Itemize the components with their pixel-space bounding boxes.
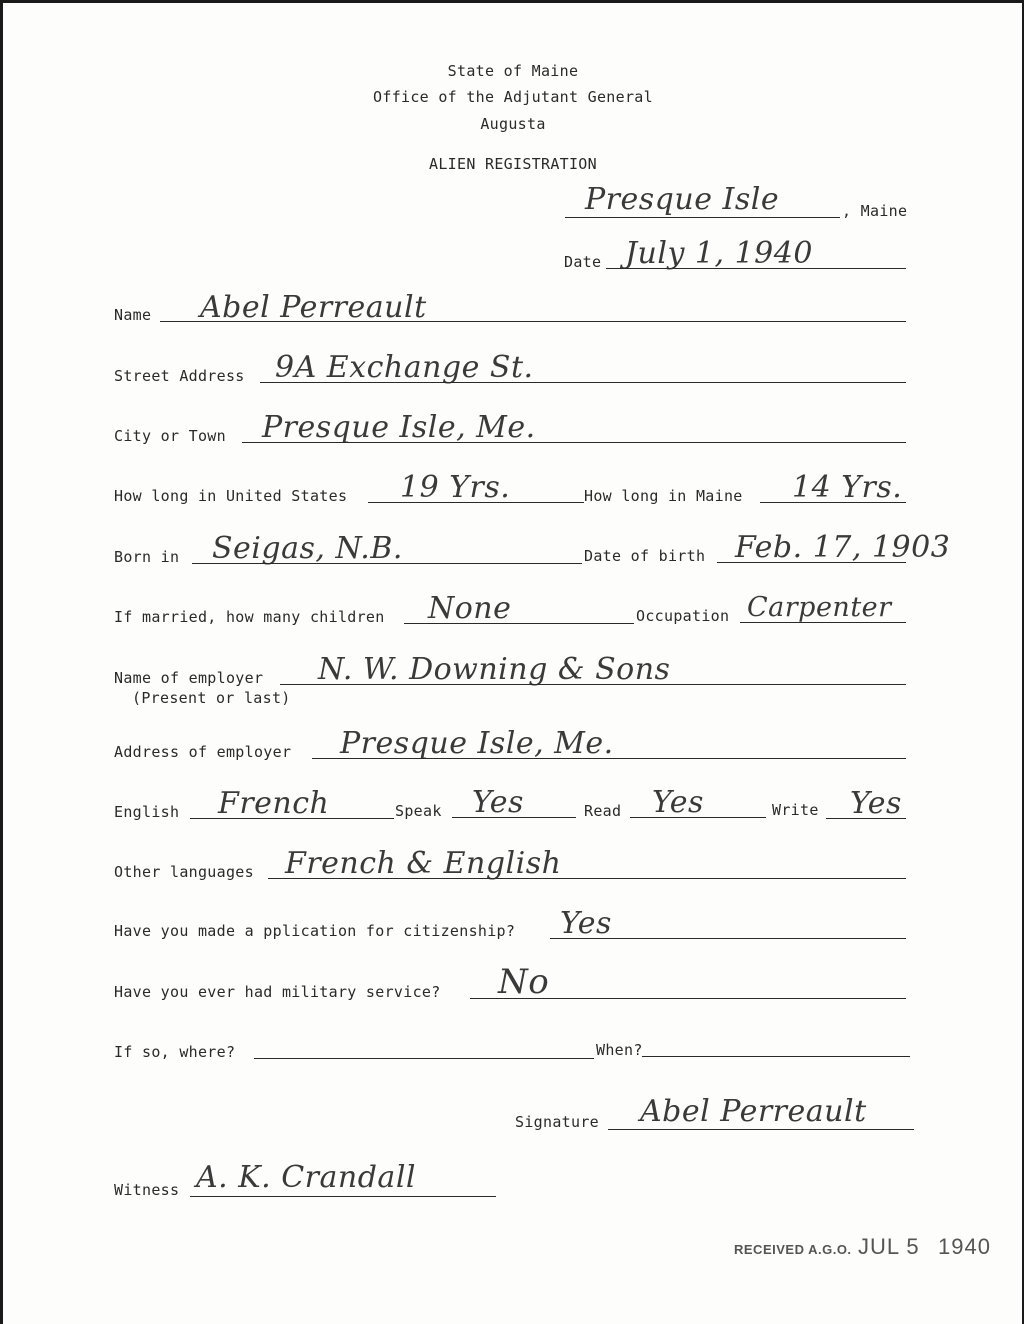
place-line bbox=[565, 217, 840, 218]
read-label: Read bbox=[584, 802, 622, 820]
dob-line bbox=[717, 562, 906, 563]
place-suffix: , Maine bbox=[842, 202, 908, 220]
born-label: Born in bbox=[114, 548, 180, 566]
name-line bbox=[160, 321, 906, 322]
citizenship-line bbox=[550, 938, 906, 939]
english-line bbox=[190, 818, 394, 819]
received-stamp-date: JUL 5 bbox=[858, 1234, 920, 1259]
when-line bbox=[642, 1056, 910, 1057]
employer-value: N. W. Downing & Sons bbox=[318, 652, 671, 687]
occupation-label: Occupation bbox=[636, 607, 730, 625]
us-years-value: 19 Yrs. bbox=[400, 470, 511, 505]
place-value: Presque Isle bbox=[585, 182, 780, 217]
scan-border-left bbox=[0, 0, 3, 1324]
signature-label: Signature bbox=[515, 1113, 599, 1131]
street-line bbox=[260, 382, 906, 383]
write-value: Yes bbox=[850, 786, 902, 821]
date-value: July 1, 1940 bbox=[625, 236, 813, 271]
signature-value: Abel Perreault bbox=[640, 1094, 867, 1129]
witness-value: A. K. Crandall bbox=[196, 1160, 417, 1195]
date-label: Date bbox=[564, 253, 602, 271]
header-state: State of Maine bbox=[447, 62, 579, 80]
maine-years-line bbox=[760, 502, 906, 503]
where-line bbox=[254, 1058, 594, 1059]
citizenship-label: Have you made a pplication for citizenship? bbox=[114, 922, 516, 940]
name-label: Name bbox=[114, 306, 152, 324]
city-line bbox=[242, 442, 906, 443]
received-stamp-label: RECEIVED A.G.O. bbox=[734, 1242, 852, 1257]
english-value: French bbox=[218, 786, 330, 821]
children-line bbox=[404, 623, 634, 624]
employer-address-value: Presque Isle, Me. bbox=[340, 726, 614, 761]
read-line bbox=[630, 817, 766, 818]
military-line bbox=[470, 998, 906, 999]
street-label: Street Address bbox=[114, 367, 245, 385]
city-value: Presque Isle, Me. bbox=[262, 410, 536, 445]
employer-address-label: Address of employer bbox=[114, 743, 292, 761]
witness-label: Witness bbox=[114, 1181, 180, 1199]
city-label: City or Town bbox=[114, 427, 226, 445]
speak-value: Yes bbox=[472, 785, 524, 820]
scan-border-top bbox=[0, 0, 1024, 3]
employer-line bbox=[280, 684, 906, 685]
military-label: Have you ever had military service? bbox=[114, 983, 441, 1001]
other-languages-label: Other languages bbox=[114, 863, 254, 881]
speak-line bbox=[452, 817, 576, 818]
signature-line bbox=[608, 1129, 914, 1130]
street-value: 9A Exchange St. bbox=[275, 350, 534, 385]
english-label: English bbox=[114, 803, 180, 821]
maine-years-label: How long in Maine bbox=[584, 487, 743, 505]
other-languages-line bbox=[268, 878, 906, 879]
write-label: Write bbox=[772, 801, 819, 819]
occupation-line bbox=[740, 622, 906, 623]
maine-years-value: 14 Yrs. bbox=[792, 470, 903, 505]
form-title: ALIEN REGISTRATION bbox=[429, 155, 597, 173]
date-line bbox=[606, 268, 906, 269]
citizenship-value: Yes bbox=[560, 906, 612, 941]
when-label: When? bbox=[596, 1041, 643, 1059]
header-city: Augusta bbox=[480, 115, 546, 133]
occupation-value: Carpenter bbox=[747, 592, 892, 623]
dob-value: Feb. 17, 1903 bbox=[735, 530, 951, 565]
dob-label: Date of birth bbox=[584, 547, 706, 565]
witness-line bbox=[190, 1196, 496, 1197]
born-value: Seigas, N.B. bbox=[212, 531, 403, 566]
military-value: No bbox=[498, 962, 550, 1002]
header-office: Office of the Adjutant General bbox=[373, 88, 653, 106]
received-stamp-year: 1940 bbox=[938, 1234, 991, 1259]
born-line bbox=[192, 563, 582, 564]
read-value: Yes bbox=[652, 785, 704, 820]
us-years-line bbox=[368, 502, 584, 503]
speak-label: Speak bbox=[395, 802, 442, 820]
where-label: If so, where? bbox=[114, 1043, 236, 1061]
employer-address-line bbox=[312, 758, 906, 759]
write-line bbox=[826, 818, 906, 819]
us-years-label: How long in United States bbox=[114, 487, 348, 505]
employer-sublabel: (Present or last) bbox=[132, 689, 291, 707]
children-label: If married, how many children bbox=[114, 608, 385, 626]
name-value: Abel Perreault bbox=[200, 290, 427, 325]
other-languages-value: French & English bbox=[285, 846, 562, 881]
children-value: None bbox=[428, 591, 512, 626]
employer-label: Name of employer bbox=[114, 669, 264, 687]
